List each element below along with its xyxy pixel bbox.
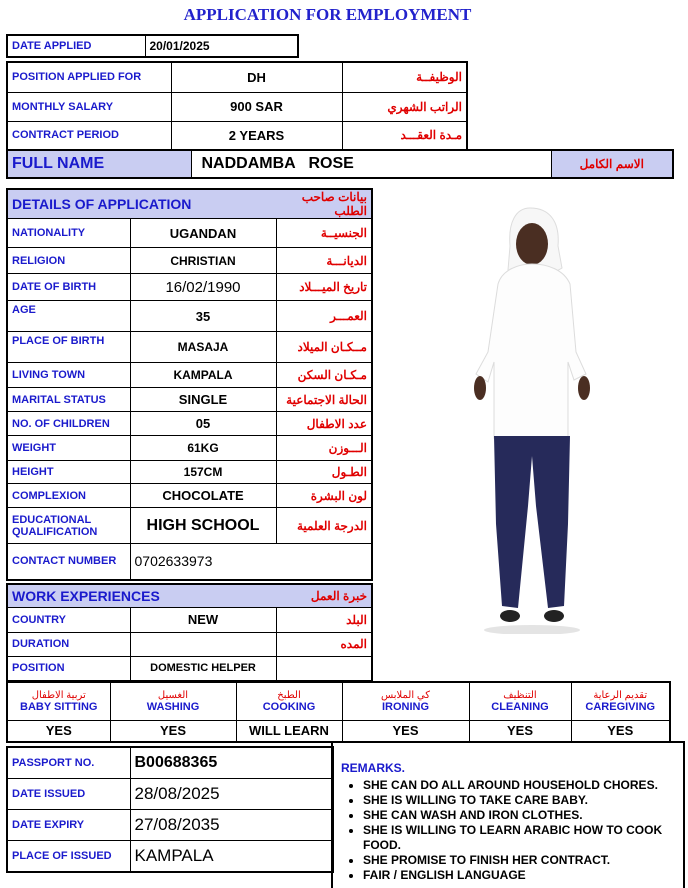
height-value: 157CM (130, 461, 276, 484)
date-expiry-label: DATE EXPIRY (7, 809, 130, 840)
skill-washing-ar: الغسيل (157, 689, 189, 701)
age-ar: العمـــر (276, 301, 372, 332)
skill-babysitting-value: YES (7, 720, 110, 742)
date-issued-value: 28/08/2025 (130, 778, 333, 809)
passport-no-value: B00688365 (130, 747, 333, 778)
page-title: APPLICATION FOR EMPLOYMENT (183, 5, 472, 24)
position-value: DH (171, 62, 342, 92)
contract-ar: مـدة العقـــد (342, 121, 467, 150)
skill-cleaning-value: YES (469, 720, 571, 742)
religion-ar: الديانـــة (276, 248, 372, 274)
details-header: DETAILS OF APPLICATION (7, 189, 276, 219)
contract-label: CONTRACT PERIOD (7, 121, 171, 150)
country-ar: البلد (276, 607, 372, 632)
marital-label: MARITAL STATUS (7, 388, 130, 412)
skill-cooking-ar: الطبخ (277, 689, 301, 701)
skill-ironing-en: IRONING (381, 700, 430, 713)
skill-babysitting-header (7, 682, 110, 720)
details-header-ar: بيانات صاحب الطلب (276, 189, 372, 219)
skill-washing-header (110, 682, 236, 720)
skill-caregiving-header (571, 682, 670, 720)
passport-no-label: PASSPORT NO. (7, 747, 130, 778)
dob-value: 16/02/1990 (130, 274, 276, 301)
age-value: 35 (130, 301, 276, 332)
skill-washing-en: WASHING (146, 700, 200, 713)
weight-ar: الـــوزن (276, 436, 372, 461)
date-applied-table (6, 34, 299, 58)
marital-value: SINGLE (130, 388, 276, 412)
skill-babysitting-ar: تربية الاطفال (31, 689, 86, 701)
country-value: NEW (130, 607, 276, 632)
nationality-ar: الجنسيــة (276, 219, 372, 248)
complexion-ar: لون البشرة (276, 484, 372, 508)
remarks-list (341, 778, 683, 883)
skill-caregiving-en: CAREGIVING (585, 700, 656, 713)
height-ar: الطـول (276, 461, 372, 484)
remarks-title: REMARKS. (341, 761, 406, 775)
contract-value: 2 YEARS (171, 121, 342, 150)
living-town-label: LIVING TOWN (7, 363, 130, 388)
nationality-value: UGANDAN (130, 219, 276, 248)
pob-value: MASAJA (130, 332, 276, 363)
country-label: COUNTRY (7, 607, 130, 632)
skill-washing-value: YES (110, 720, 236, 742)
education-value: HIGH SCHOOL (130, 508, 276, 544)
pob-label: PLACE OF BIRTH (7, 332, 130, 363)
salary-ar: الراتب الشهري (342, 92, 467, 121)
duration-ar: المده (276, 632, 372, 656)
skill-caregiving-value: YES (571, 720, 670, 742)
weight-value: 61KG (130, 436, 276, 461)
skill-cooking-value: WILL LEARN (236, 720, 342, 742)
remark-item: • SHE IS WILLING TO TAKE CARE BABY. (363, 793, 683, 808)
place-issued-label: PLACE OF ISSUED (7, 840, 130, 872)
complexion-value: CHOCOLATE (130, 484, 276, 508)
age-label: AGE (7, 301, 130, 332)
work-position-value: DOMESTIC HELPER (130, 656, 276, 681)
dob-label: DATE OF BIRTH (7, 274, 130, 301)
weight-label: WEIGHT (7, 436, 130, 461)
work-table (6, 583, 373, 682)
date-issued-label: DATE ISSUED (7, 778, 130, 809)
remarks-box (331, 741, 685, 888)
education-ar: الدرجة العلمية (276, 508, 372, 544)
skill-cleaning-ar: التنظيف (503, 689, 537, 701)
salary-label: MONTHLY SALARY (7, 92, 171, 121)
pob-ar: مــكـان الميلاد (276, 332, 372, 363)
children-value: 05 (130, 412, 276, 436)
details-table (6, 188, 373, 581)
remark-item: • FAIR / ENGLISH LANGUAGE (363, 868, 683, 883)
skills-table (6, 681, 671, 743)
full-name-label: FULL NAME (7, 150, 191, 178)
children-ar: عدد الاطفال (276, 412, 372, 436)
full-name-ar: الاسم الكامل (551, 150, 673, 178)
date-expiry-value: 27/08/2035 (130, 809, 333, 840)
skill-cooking-en: COOKING (262, 700, 316, 713)
date-applied-value: 20/01/2025 (145, 35, 298, 57)
skill-babysitting-en: BABY SITTING (20, 700, 98, 713)
salary-value: 900 SAR (171, 92, 342, 121)
position-table (6, 61, 468, 151)
place-issued-value: KAMPALA (130, 840, 333, 872)
skill-caregiving-ar: تقديم الرعاية (593, 689, 648, 701)
passport-table (6, 746, 334, 873)
duration-value (130, 632, 276, 656)
position-label: POSITION APPLIED FOR (7, 62, 171, 92)
skill-cleaning-en: CLEANING (491, 700, 549, 713)
date-applied-label: DATE APPLIED (7, 35, 145, 57)
children-label: NO. OF CHILDREN (7, 412, 130, 436)
remark-item: • SHE PROMISE TO FINISH HER CONTRACT. (363, 853, 683, 868)
skill-cleaning-header (469, 682, 571, 720)
work-header: WORK EXPERIENCES (7, 584, 276, 607)
remark-item: • SHE IS WILLING TO LEARN ARABIC HOW TO COOK FOOD. (363, 823, 683, 853)
full-name-value: NADDAMBA ROSE (191, 150, 551, 178)
education-label: EDUCATIONAL QUALIFICATION (7, 508, 130, 544)
religion-value: CHRISTIAN (130, 248, 276, 274)
applicant-photo (468, 206, 598, 634)
remark-item: • SHE CAN WASH AND IRON CLOTHES. (363, 808, 683, 823)
skill-ironing-ar: كي الملابس (381, 689, 430, 701)
living-town-ar: مـكـان السكن (276, 363, 372, 388)
complexion-label: COMPLEXION (7, 484, 130, 508)
living-town-value: KAMPALA (130, 363, 276, 388)
work-position-label: POSITION (7, 656, 130, 681)
duration-label: DURATION (7, 632, 130, 656)
full-name-table (6, 149, 674, 179)
nationality-label: NATIONALITY (7, 219, 130, 248)
skill-ironing-header (342, 682, 469, 720)
work-position-ar (276, 656, 372, 681)
religion-label: RELIGION (7, 248, 130, 274)
contact-label: CONTACT NUMBER (7, 544, 130, 580)
remark-item: • SHE CAN DO ALL AROUND HOUSEHOLD CHORES. (363, 778, 683, 793)
contact-value: 0702633973 (130, 544, 372, 580)
skill-ironing-value: YES (342, 720, 469, 742)
skill-cooking-header (236, 682, 342, 720)
height-label: HEIGHT (7, 461, 130, 484)
position-ar: الوظيفــة (342, 62, 467, 92)
dob-ar: تاريخ الميـــلاد (276, 274, 372, 301)
marital-ar: الحالة الاجتماعية (276, 388, 372, 412)
work-header-ar: خبرة العمل (276, 584, 372, 607)
